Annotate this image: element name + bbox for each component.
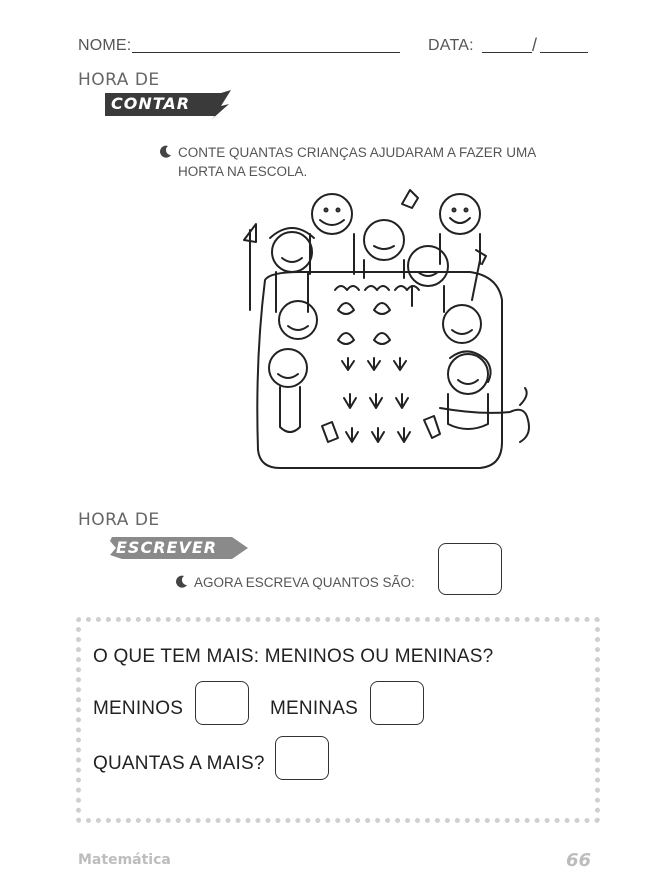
name-field[interactable] <box>132 52 400 53</box>
count-instruction-line2: HORTA NA ESCOLA. <box>178 164 308 179</box>
moon-bullet-icon <box>175 575 188 588</box>
meninas-label: MENINAS <box>270 698 358 719</box>
name-label: NOME: <box>78 37 132 54</box>
garden-children-illustration <box>240 180 540 472</box>
date-label: DATA: <box>428 37 474 54</box>
section-escrever-heading: HORA DE <box>78 510 160 530</box>
meninos-answer-box[interactable] <box>195 681 249 725</box>
date-day-field[interactable] <box>482 52 532 53</box>
page-number: 66 <box>566 850 592 871</box>
section-contar-heading: HORA DE <box>78 70 160 90</box>
date-separator: / <box>532 35 538 55</box>
date-month-field[interactable] <box>540 52 588 53</box>
meninos-label: MENINOS <box>93 698 184 719</box>
meninas-answer-box[interactable] <box>370 681 424 725</box>
contar-banner-text: CONTAR <box>111 94 191 113</box>
footer-subject: Matemática <box>78 852 171 868</box>
quantas-answer-box[interactable] <box>275 736 329 780</box>
count-instruction-line1: CONTE QUANTAS CRIANÇAS AJUDARAM A FAZER UMA <box>178 145 537 160</box>
write-instruction: AGORA ESCREVA QUANTOS SÃO: <box>194 575 415 590</box>
quantas-a-mais-label: QUANTAS A MAIS? <box>93 753 265 774</box>
escrever-banner-text: ESCREVER <box>116 538 218 557</box>
escrever-banner <box>108 533 250 563</box>
question-text: O QUE TEM MAIS: MENINOS OU MENINAS? <box>93 646 494 667</box>
moon-bullet-icon <box>159 145 172 158</box>
total-count-answer-box[interactable] <box>438 543 502 595</box>
contar-banner <box>103 90 233 120</box>
lettuce-row <box>335 286 419 344</box>
